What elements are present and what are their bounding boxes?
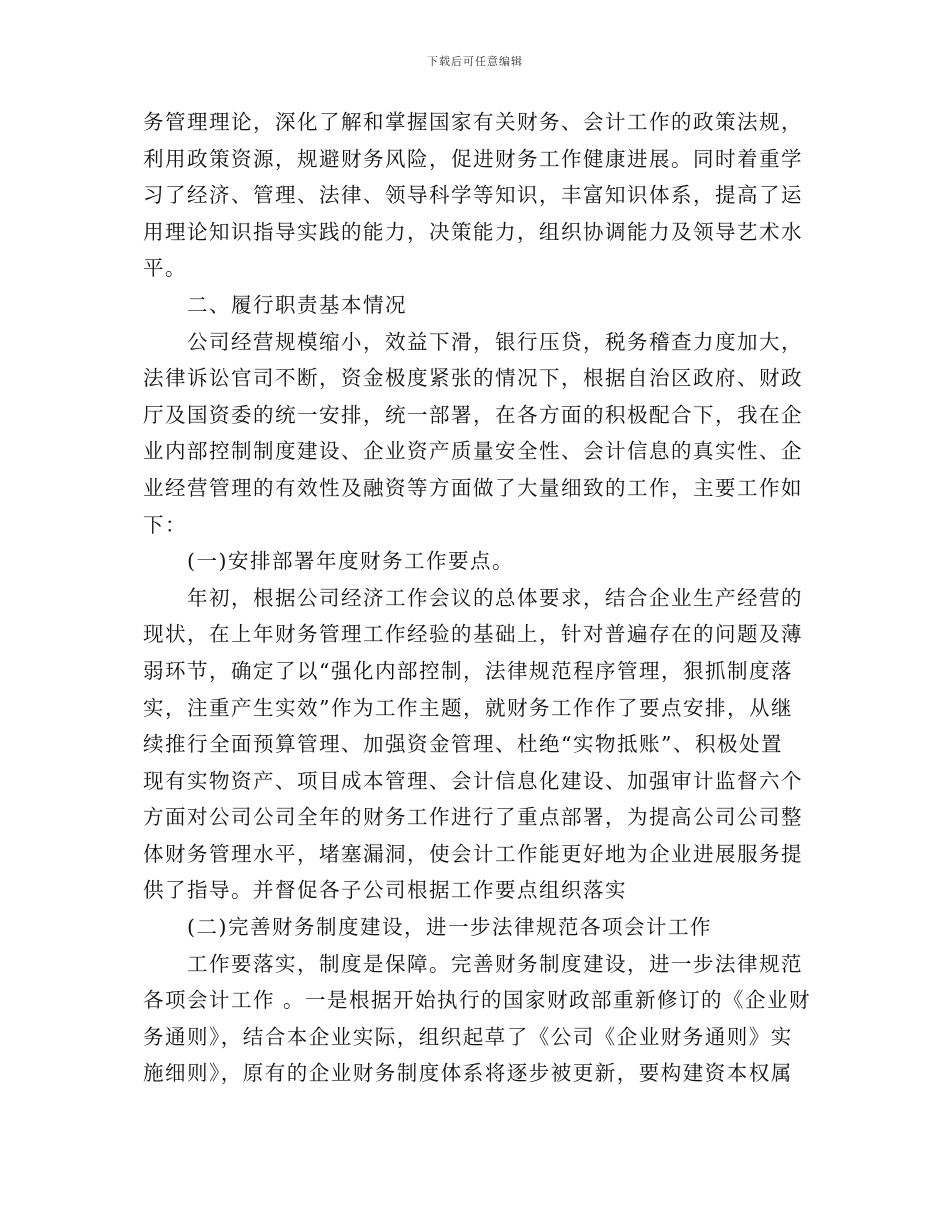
text-line: 习了经济、管理、法律、领导科学等知识，丰富知识体系，提高了运	[143, 183, 803, 208]
text-line: 供了指导。并督促各子公司根据工作要点组织落实	[143, 878, 627, 903]
text-line: 方面对公司公司全年的财务工作进行了重点部署，为提高公司公司整	[143, 805, 803, 830]
text-line: 工作要落实，制度是保障。完善财务制度建设，进一步法律规范	[187, 951, 803, 976]
text-line: 二、履行职责基本情况	[187, 292, 407, 317]
text-line: 务管理理论，深化了解和掌握国家有关财务、会计工作的政策法规，	[143, 110, 803, 134]
text-line: 体财务管理水平，堵塞漏洞，使会计工作能更好地为企业进展服务提	[143, 841, 803, 866]
text-line: 利用政策资源，规避财务风险，促进财务工作健康进展。同时着重学	[143, 146, 803, 171]
text-line: 厅及国资委的统一安排，统一部署，在各方面的积极配合下，我在企	[143, 402, 803, 427]
text-line: 下：	[143, 512, 187, 537]
page-header: 下载后可任意编辑	[427, 55, 523, 68]
text-line: 现状，在上年财务管理工作经验的基础上，针对普遍存在的问题及薄	[143, 622, 803, 647]
text-line: 续推行全面预算管理、加强资金管理、杜绝“实物抵账”、积极处置	[143, 732, 783, 757]
text-line: 平。	[143, 256, 187, 281]
text-line: 现有实物资产、项目成本管理、会计信息化建设、加强审计监督六个	[143, 768, 803, 793]
text-line: 施细则》，原有的企业财务制度体系将逐步被更新，要构建资本权属	[143, 1061, 793, 1086]
text-line: 业经营管理的有效性及融资等方面做了大量细致的工作，主要工作如	[143, 475, 803, 500]
text-line: (一)安排部署年度财务工作要点。	[187, 549, 514, 574]
text-line: (二)完善财务制度建设，进一步法律规范各项会计工作	[187, 915, 712, 940]
text-line: 弱环节，确定了以“强化内部控制，法律规范程序管理，狠抓制度落	[143, 658, 793, 683]
document-body	[143, 104, 812, 1092]
text-line: 业内部控制制度建设、企业资产质量安全性、会计信息的真实性、企	[143, 439, 803, 464]
text-line: 各项会计工作 。一是根据开始执行的国家财政部重新修订的《企业财	[143, 988, 812, 1013]
text-line: 实，注重产生实效”作为工作主题，就财务工作作了要点安排，从继	[143, 695, 793, 720]
text-line: 用理论知识指导实践的能力，决策能力，组织协调能力及领导艺术水	[143, 219, 803, 244]
text-line: 公司经营规模缩小，效益下滑，银行压贷，税务稽查力度加大，	[187, 329, 803, 354]
text-line: 年初，根据公司经济工作会议的总体要求，结合企业生产经营的	[187, 585, 803, 610]
text-line: 法律诉讼官司不断，资金极度紧张的情况下，根据自治区政府、财政	[143, 366, 803, 391]
text-line: 务通则》，结合本企业实际，组织起草了《公司《企业财务通则》实	[143, 1024, 793, 1049]
